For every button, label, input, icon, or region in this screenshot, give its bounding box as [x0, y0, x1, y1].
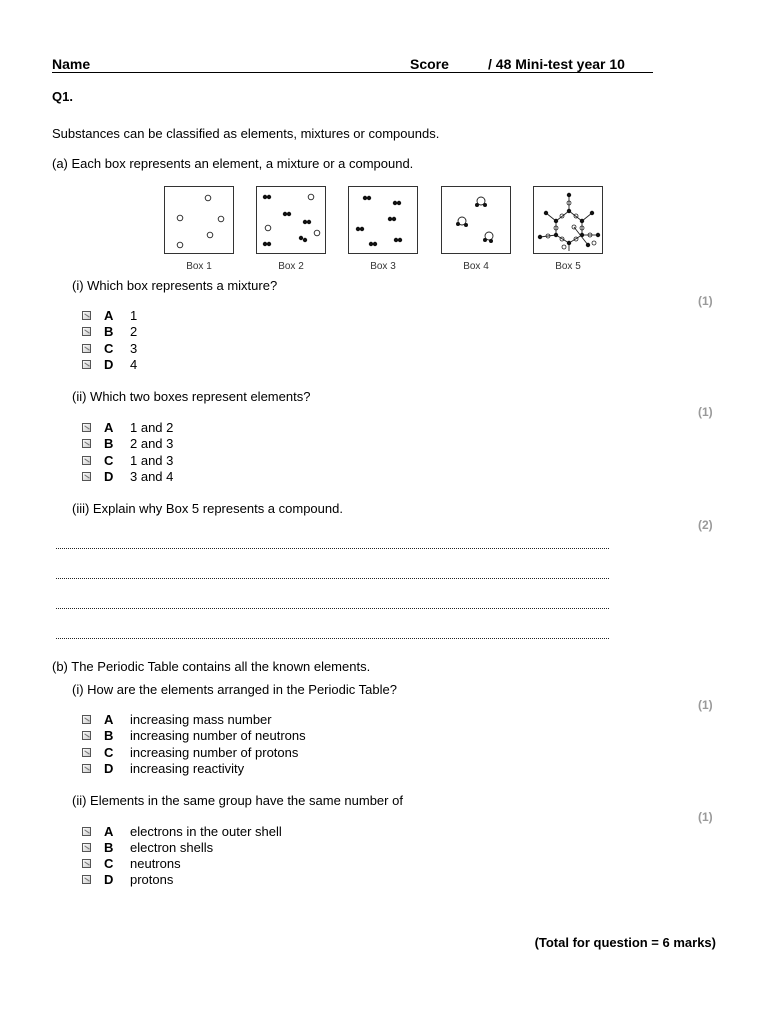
box-4-molecules — [442, 187, 512, 255]
box-4-diagram — [441, 186, 511, 254]
checkbox[interactable] — [82, 827, 91, 836]
part-a-ii-prompt: (ii) Which two boxes represent elements? — [72, 389, 311, 404]
box-4-label: Box 4 — [463, 261, 489, 272]
box-2-particles — [257, 187, 327, 255]
box-2-diagram — [256, 186, 326, 254]
answer-line-3[interactable] — [56, 608, 609, 609]
test-title: / 48 Mini-test year 10 — [488, 56, 625, 72]
checkbox[interactable] — [82, 472, 91, 481]
box-5-diagram — [533, 186, 603, 254]
checkbox[interactable] — [82, 423, 91, 432]
checkbox[interactable] — [82, 859, 91, 868]
answer-line-1[interactable] — [56, 548, 609, 549]
answer-line-4[interactable] — [56, 638, 609, 639]
box-1-diagram — [164, 186, 234, 254]
box-5-label: Box 5 — [555, 261, 581, 272]
checkbox[interactable] — [82, 715, 91, 724]
part-b-ii-prompt: (ii) Elements in the same group have the same number of — [72, 793, 403, 808]
checkbox[interactable] — [82, 748, 91, 757]
part-a-i-prompt: (i) Which box represents a mixture? — [72, 278, 278, 293]
header-line — [52, 56, 653, 73]
question-intro: Substances can be classified as elements, mixtures or compounds. — [52, 126, 440, 141]
box-3-particles — [349, 187, 419, 255]
checkbox[interactable] — [82, 456, 91, 465]
box-1-atoms — [165, 187, 235, 255]
part-b-i-prompt: (i) How are the elements arranged in the Periodic Table? — [72, 682, 397, 697]
part-a-prompt: (a) Each box represents an element, a mixture or a compound. — [52, 156, 414, 171]
checkbox[interactable] — [82, 327, 91, 336]
question-number: Q1. — [52, 89, 73, 104]
checkbox[interactable] — [82, 344, 91, 353]
box-1-label: Box 1 — [186, 261, 212, 272]
box-3-label: Box 3 — [370, 261, 396, 272]
part-a-i-marks: (1) — [698, 294, 713, 308]
question-total: (Total for question = 6 marks) — [534, 935, 716, 950]
checkbox[interactable] — [82, 311, 91, 320]
checkbox[interactable] — [82, 843, 91, 852]
checkbox[interactable] — [82, 875, 91, 884]
checkbox[interactable] — [82, 439, 91, 448]
checkbox[interactable] — [82, 764, 91, 773]
box-2-label: Box 2 — [278, 261, 304, 272]
checkbox[interactable] — [82, 731, 91, 740]
part-a-iii-marks: (2) — [698, 518, 713, 532]
name-label: Name — [52, 56, 91, 72]
box-5-lattice — [534, 187, 604, 255]
part-b-ii-marks: (1) — [698, 810, 713, 824]
answer-line-2[interactable] — [56, 578, 609, 579]
box-3-diagram — [348, 186, 418, 254]
part-a-ii-marks: (1) — [698, 405, 713, 419]
checkbox[interactable] — [82, 360, 91, 369]
score-label: Score — [410, 56, 449, 72]
part-b-prompt: (b) The Periodic Table contains all the known elements. — [52, 659, 371, 674]
part-a-iii-prompt: (iii) Explain why Box 5 represents a compound. — [72, 501, 343, 516]
part-b-i-marks: (1) — [698, 698, 713, 712]
